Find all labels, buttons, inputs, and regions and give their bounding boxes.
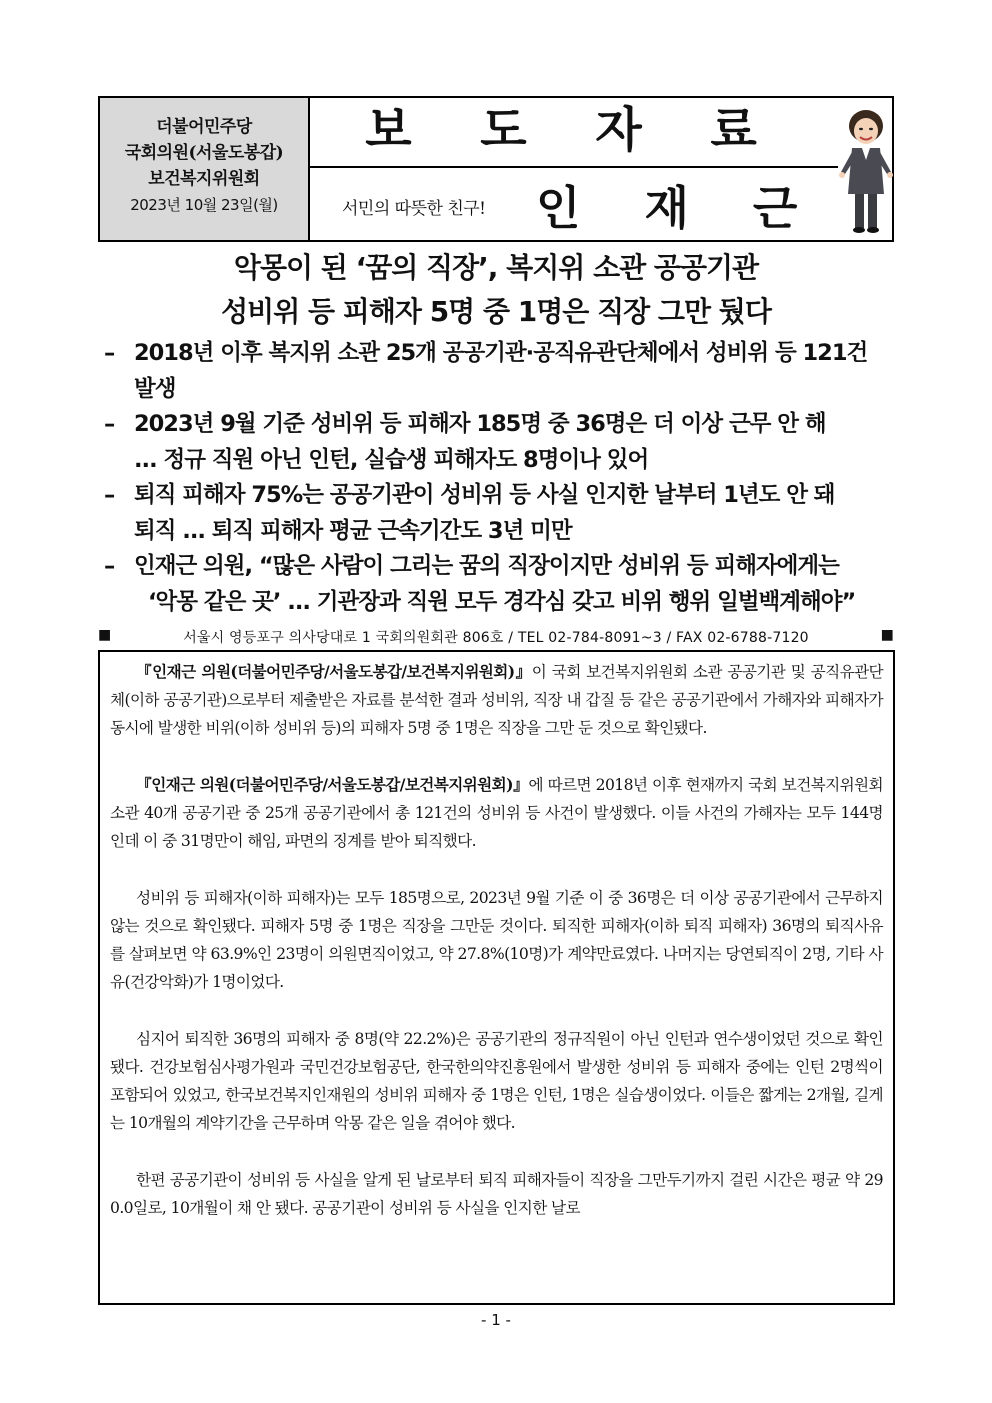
- contact-bar: [98, 627, 894, 647]
- paragraph: [110, 1166, 883, 1222]
- headline: [0, 246, 992, 334]
- office-name: 국회의원(서울도봉갑): [124, 143, 284, 163]
- paragraph-text: 이 국회 보건복지위원회 소관 공공기관 및 공직유관단체(이하 공공기관)으로부터 제출받은 자료를 분석한 결과 성비위, 직장 내 갑질 등 같은 공공기관에서 가해자와 피해자가 동시에 발생한 비위(이하 성비위 등)의 피해자 5명 중 1명은 직장을 그만 둔 것으로 확인됐다.: [110, 663, 883, 738]
- bullet-line: ... 정규 직원 아닌 인턴, 실습생 피해자도 8명이나 있어: [134, 446, 649, 473]
- headline-line-1: 악몽이 된 ‘꿈의 직장’, 복지위 소관 공공기관: [233, 251, 759, 284]
- issuer-info: [100, 98, 310, 240]
- bullet-item: [104, 407, 894, 478]
- source-attribution: 『인재근 의원(더불어민주당/서울도봉갑/보건복지위원회)』: [136, 774, 529, 794]
- paragraph-text: 심지어 퇴직한 36명의 피해자 중 8명(약 22.2%)은 공공기관의 정규직원이 아닌 인턴과 연수생이었던 것으로 확인됐다. 건강보험심사평가원과 국민건강보험공단, 한국한의약진흥원에서 발생한 성비위 등 피해자 중에는 인턴 2명씩이 포함되어 있었고, 한국보건복지인재원의 성비위 피해자 중 1명은 인턴, 1명은 실습생이었다. 이들은 짧게는 2개월, 길게는 10개월의 계약기간을 근무하며 악몽 같은 일을 겪어야 했다.: [110, 1029, 883, 1133]
- bullet-item: [104, 549, 894, 620]
- paragraph: [110, 884, 883, 997]
- lawmaker-name: 인 재 근: [536, 181, 822, 235]
- paragraph-text: 한편 공공기관이 성비위 등 사실을 알게 된 날로부터 퇴직 피해자들이 직장을 그만두기까지 걸린 시간은 평균 약 290.0일로, 10개월이 채 안 됐다. 공공기관이 성비위 등 사실을 인지한 날로: [110, 1170, 883, 1217]
- paragraph-text: 성비위 등 피해자(이하 피해자)는 모두 185명으로, 2023년 9월 기준 이 중 36명은 더 이상 공공기관에서 근무하지 않는 것으로 확인됐다. 피해자 5명 중 1명은 직장을 그만둔 것이다. 퇴직한 피해자(이하 퇴직 피해자) 36명의 퇴직사유를 살펴보면 약 63.9%인 23명이 의원면직이었고, 약 27.8%(10명)가 계약만료였다. 나머지는 당연퇴직이 2명, 기타 사유(건강악화)가 1명이었다.: [110, 888, 883, 992]
- lawmaker-banner: [310, 168, 838, 240]
- lawmaker-caricature: [838, 98, 894, 240]
- bullet-line: 인재근 의원, “많은 사람이 그리는 꿈의 직장이지만 성비위 등 피해자에게는: [134, 553, 839, 579]
- bullet-line: 퇴직 피해자 75%는 공공기관이 성비위 등 사실 인지한 날부터 1년도 안 돼: [134, 482, 835, 508]
- source-attribution: 『인재근 의원(더불어민주당/서울도봉갑/보건복지위원회)』: [136, 662, 532, 681]
- bullet-line: 2023년 9월 기준 성비위 등 피해자 185명 중 36명은 더 이상 근무 안 해: [134, 411, 826, 437]
- dash-marker: –: [104, 340, 115, 366]
- bullet-item: [104, 478, 894, 549]
- square-bullet-icon: ■: [98, 627, 112, 643]
- bullet-line: 2018년 이후 복지위 소관 25개 공공기관·공직유관단체에서 성비위 등 121건: [134, 340, 868, 366]
- paragraph: [110, 1025, 883, 1138]
- summary-bullets: [104, 336, 894, 620]
- dash-marker: –: [104, 411, 115, 437]
- bullet-line: 발생: [134, 375, 176, 402]
- bullet-line: 퇴직 ... 퇴직 피해자 평균 근속기간도 3년 미만: [134, 517, 572, 544]
- release-date: 2023년 10월 23일(월): [130, 196, 278, 214]
- paragraph: [110, 658, 883, 743]
- headline-line-2: 성비위 등 피해자 5명 중 1명은 직장 그만 뒀다: [221, 295, 771, 328]
- paragraph: [110, 771, 883, 856]
- bullet-line: ‘악몽 같은 곳’ ... 기관장과 직원 모두 경각심 갖고 비위 행위 일벌백계해야”: [148, 588, 856, 615]
- document-title: 보 도 자 료: [310, 98, 838, 168]
- party-name: 더불어민주당: [156, 117, 252, 137]
- committee-name: 보건복지위원회: [148, 169, 260, 189]
- bullet-item: [104, 336, 894, 407]
- paragraph-text: 에 따르면 2018년 이후 현재까지 국회 보건복지위원회 소관 40개 공공기관 중 25개 공공기관에서 총 121건의 성비위 등 사건이 발생했다. 이들 사건의 가해자는 모두 144명인데 이 중 31명만이 해임, 파면의 징계를 받아 퇴직했다.: [110, 775, 883, 851]
- page-number: - 1 -: [481, 1311, 511, 1329]
- article-body: [98, 650, 895, 1305]
- press-release-header: [98, 96, 894, 242]
- dash-marker: –: [104, 553, 115, 579]
- dash-marker: –: [104, 482, 115, 508]
- square-bullet-icon: ■: [880, 627, 894, 643]
- slogan: 서민의 따뜻한 친구!: [342, 199, 486, 219]
- contact-address: 서울시 영등포구 의사당대로 1 국회의원회관 806호 / TEL 02-784-8091~3 / FAX 02-6788-7120: [183, 630, 809, 646]
